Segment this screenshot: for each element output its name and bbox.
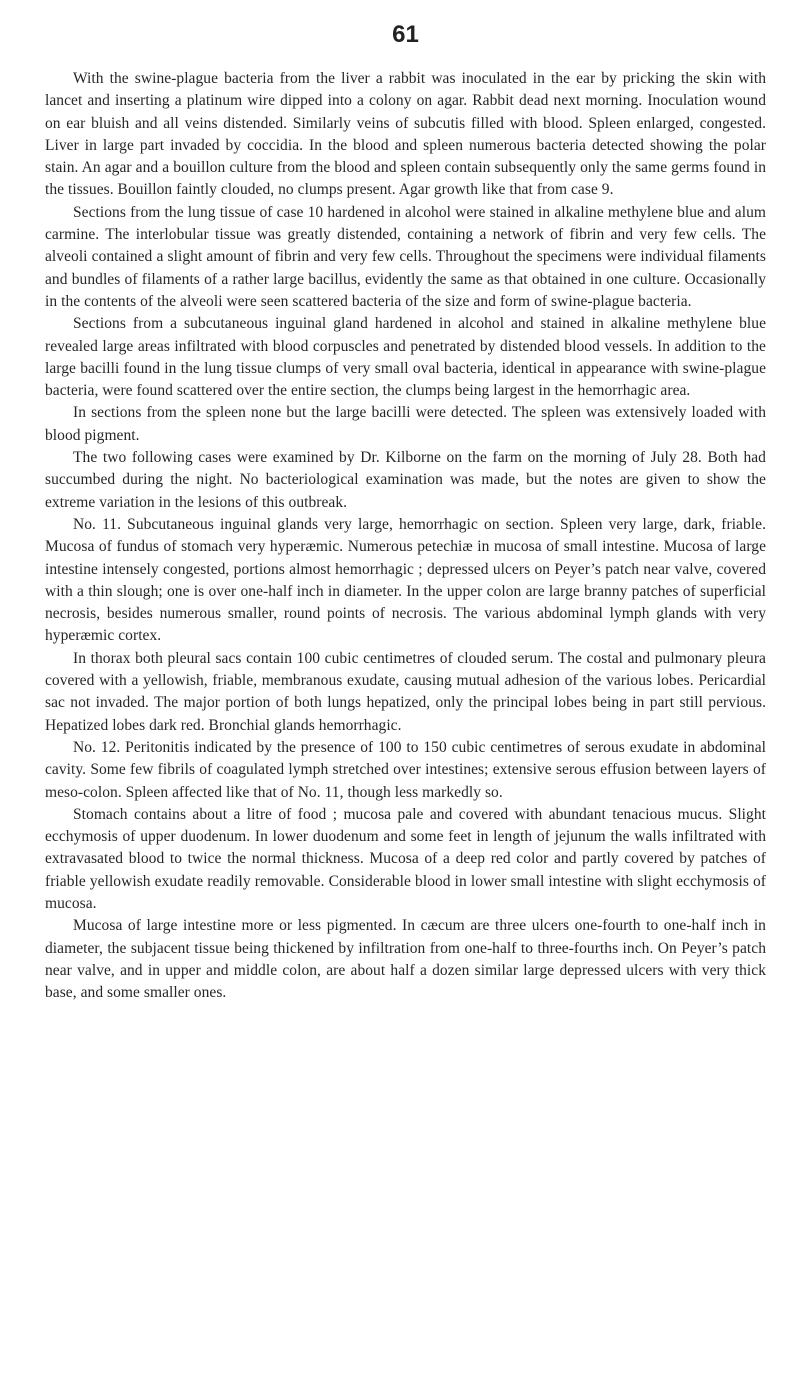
page-number: 61: [392, 21, 419, 48]
paragraph-case-12-stomach: Stomach contains about a litre of food ; mucosa pale and covered with abundant tenacious mucus. Slight ecchymosis of upper duodenum. In lower duodenum and some feet in length of jejunum the walls infiltrated with extravasated blood to twice the normal thickness. Mucosa of a deep red color and partly covered by patches of friable yellowish exudate readily removable. Considerable blood in lower small intestine with slight ecchymosis of mucosa.: [45, 805, 766, 912]
paragraph-case-11-thorax: In thorax both pleural sacs contain 100 cubic centimetres of clouded serum. The costal and pulmonary pleura covered with a yellowish, friable, membranous exudate, causing mutual adhesion of the various lobes. Pericardial sac not invaded. The major portion of both lungs hepatized, only the principal lobes being in part still pervious. Hepatized lobes dark red. Bronchial glands hemorrhagic.: [45, 649, 766, 734]
paragraph-spleen-sections: In sections from the spleen none but the large bacilli were detected. The spleen was extensively loaded with blood pigment.: [45, 404, 766, 444]
body-text: [45, 68, 766, 1004]
paragraph-inguinal-gland-sections: Sections from a subcutaneous inguinal gland hardened in alcohol and stained in alkaline methylene blue revealed large areas infiltrated with blood corpuscles and penetrated by distended blood vessels. In addition to the large bacilli found in the lung tissue clumps of very small oval bacteria, identical in appearance with swine-plague bacteria, were found scattered over the entire section, the clumps being largest in the hemorrhagic area.: [45, 315, 766, 400]
paragraph-rabbit-inoculation: With the swine-plague bacteria from the liver a rabbit was inoculated in the ear by pricking the skin with lancet and inserting a platinum wire dipped into a colony on agar. Rabbit dead next morning. Inoculation wound on ear bluish and all veins distended. Similarly veins of subcutis filled with blood. Spleen enlarged, congested. Liver in large part invaded by coccidia. In the blood and spleen numerous bacteria detected showing the polar stain. An agar and a bouillon culture from the blood and spleen contain subsequently only the same germs found in the tissues. Bouillon faintly clouded, no clumps present. Agar growth like that from case 9.: [45, 70, 766, 199]
paragraph-case-11: No. 11. Subcutaneous inguinal glands very large, hemorrhagic on section. Spleen very large, dark, friable. Mucosa of fundus of stomach very hyperæmic. Numerous petechiæ in mucosa of small intestine. Mucosa of large intestine intensely congested, portions almost hemorrhagic ; depressed ulcers on Peyer’s patch near valve, covered with a thin slough; one is over one-half inch in diameter. In the upper colon are large branny patches of superficial necrosis, besides numerous smaller, round points of necrosis. The various abdominal lymph glands with very hyperæmic cortex.: [45, 515, 766, 645]
paragraph-following-cases: The two following cases were examined by Dr. Kilborne on the farm on the morning of July 28. Both had succumbed during the night. No bacteriological examination was made, but the notes are given to show the extreme variation in the lesions of this outbreak.: [45, 449, 766, 511]
paragraph-case-12: No. 12. Peritonitis indicated by the presence of 100 to 150 cubic centimetres of serous exudate in abdominal cavity. Some few fibrils of coagulated lymph stretched over intestines; extensive serous effusion between layers of meso-colon. Spleen affected like that of No. 11, though less markedly so.: [45, 738, 766, 801]
paragraph-lung-sections: Sections from the lung tissue of case 10 hardened in alcohol were stained in alkaline methylene blue and alum carmine. The interlobular tissue was greatly distended, containing a network of fibrin and very few cells. The alveoli contained a slight amount of fibrin and very few cells. Throughout the specimens were individual filaments and bundles of filaments of a rather large bacillus, evidently the same as that obtained in one culture. Occasionally in the contents of the alveoli were seen scattered bacteria of the size and form of swine-plague bacteria.: [45, 203, 766, 310]
paragraph-case-12-large-intestine: Mucosa of large intestine more or less pigmented. In cæcum are three ulcers one-fourth to one-half inch in diameter, the subjacent tissue being thickened by infiltration from one-half to three-fourths inch. On Peyer’s patch near valve, and in upper and middle colon, are about half a dozen similar large depressed ulcers with very thick base, and some smaller ones.: [45, 917, 766, 1002]
